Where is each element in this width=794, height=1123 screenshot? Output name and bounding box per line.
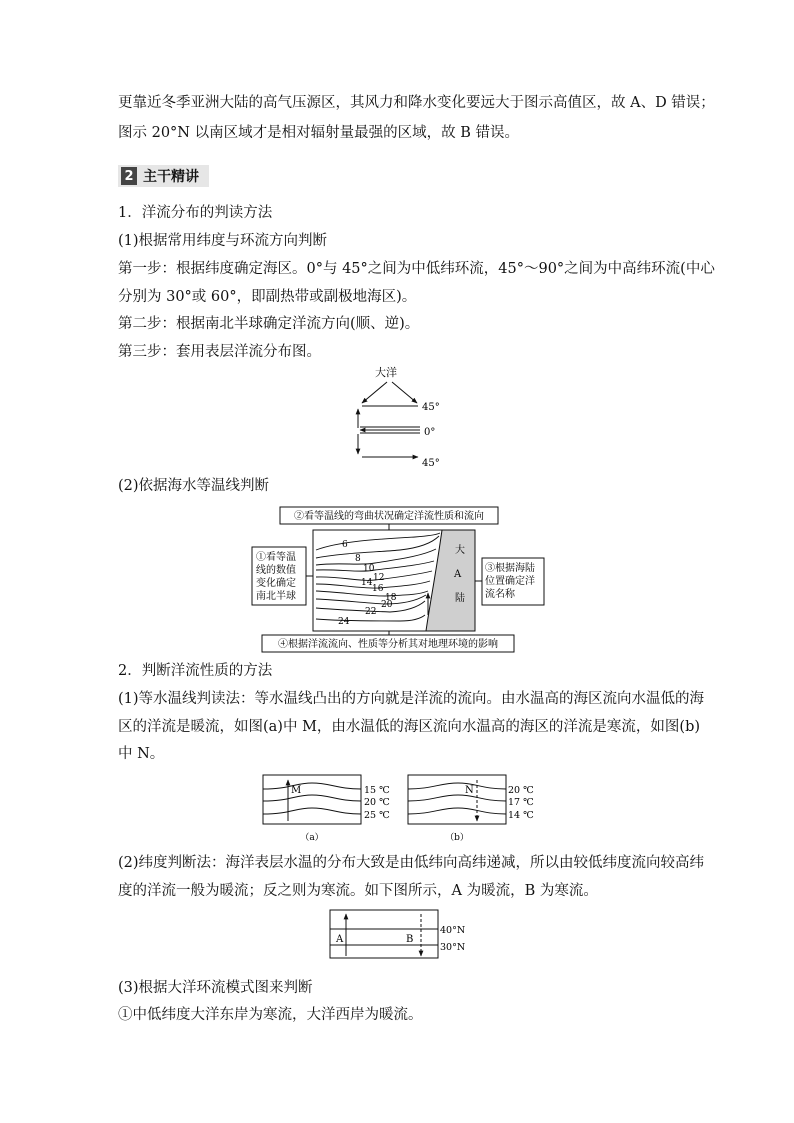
section-title: 主干精讲 bbox=[143, 169, 199, 185]
method-2-line-1: (2)纬度判断法：海洋表层水温的分布大致是由低纬向高纬递减，所以由较低纬度流向较高纬 bbox=[118, 855, 705, 871]
section-header bbox=[118, 165, 209, 187]
isotherm-comparison-figure bbox=[260, 773, 540, 843]
label-current-a: A bbox=[336, 934, 344, 945]
intro-line-1: 更靠近冬季亚洲大陆的高气压源区，其风力和降水变化要远大于图示高值区，故 A、D 错误； bbox=[118, 95, 715, 111]
lat-0: 0° bbox=[424, 427, 436, 438]
circulation-figure bbox=[340, 362, 460, 470]
temp-a-2: 20 ℃ bbox=[364, 797, 390, 808]
subheading-2: (2)依据海水等温线判断 bbox=[118, 478, 270, 494]
subheading-1: (1)根据常用纬度与环流方向判断 bbox=[118, 233, 328, 249]
lat-40n: 40°N bbox=[440, 925, 466, 936]
intro-line-2: 图示 20°N 以南区域才是相对辐射量最强的区域，故 B 错误。 bbox=[118, 125, 519, 141]
land-char-1: 大 bbox=[455, 545, 465, 556]
lat-30n: 30°N bbox=[440, 942, 466, 953]
method-2-line-2: 度的洋流一般为暖流；反之则为寒流。如下图所示，A 为暖流，B 为寒流。 bbox=[118, 883, 598, 899]
isotherm-14: 14 bbox=[361, 578, 373, 588]
box-left-line-4: 南北半球 bbox=[256, 591, 296, 602]
temp-b-2: 17 ℃ bbox=[508, 797, 534, 808]
isotherm-12: 12 bbox=[373, 573, 385, 583]
method-3-rule-1: ①中低纬度大洋东岸为寒流，大洋西岸为暖流。 bbox=[118, 1007, 423, 1023]
temp-a-1: 15 ℃ bbox=[364, 785, 390, 796]
label-m: M bbox=[291, 785, 302, 796]
isotherm-20: 20 bbox=[381, 600, 393, 610]
isotherm-16: 16 bbox=[372, 584, 384, 594]
step-1-a: 第一步：根据纬度确定海区。0°与 45°之间为中低纬环流，45°～90°之间为中高纬环流(中心 bbox=[118, 261, 715, 277]
method-1-line-1: (1)等水温线判读法：等水温线凸出的方向就是洋流的流向。由水温高的海区流向水温低的海 bbox=[118, 691, 705, 707]
land-char-2: 陆 bbox=[455, 593, 465, 604]
caption-a: （a） bbox=[300, 833, 324, 843]
box-right-line-3: 流名称 bbox=[485, 589, 515, 600]
isotherm-10: 10 bbox=[363, 564, 375, 574]
box-top-text: ②看等温线的弯曲状况确定洋流性质和流向 bbox=[294, 511, 484, 522]
isotherm-6: 6 bbox=[342, 540, 348, 550]
method-3-heading: (3)根据大洋环流模式图来判断 bbox=[118, 980, 313, 996]
temp-b-3: 14 ℃ bbox=[508, 810, 534, 821]
isotherm-22: 22 bbox=[365, 607, 377, 617]
step-3: 第三步：套用表层洋流分布图。 bbox=[118, 344, 321, 360]
temp-b-1: 20 ℃ bbox=[508, 785, 534, 796]
step-1-b: 分别为 30°或 60°，即副热带或副极地海区)。 bbox=[118, 289, 417, 305]
lat-45-bottom: 45° bbox=[422, 458, 440, 469]
heading-1: 1．洋流分布的判读方法 bbox=[118, 205, 273, 221]
label-n: N bbox=[465, 785, 474, 796]
ocean-label: 大洋 bbox=[375, 366, 397, 379]
temp-a-3: 25 ℃ bbox=[364, 810, 390, 821]
method-1-line-2: 区的洋流是暖流，如图(a)中 M，由水温低的海区流向水温高的海区的洋流是寒流，如图(b) bbox=[118, 719, 701, 735]
section-number: 2 bbox=[121, 167, 137, 185]
caption-b: （b） bbox=[445, 833, 469, 843]
isotherm-24: 24 bbox=[338, 617, 350, 627]
box-right-line-2: 位置确定洋 bbox=[485, 576, 535, 587]
heading-2: 2．判断洋流性质的方法 bbox=[118, 663, 273, 679]
box-right-line-1: ③根据海陆 bbox=[485, 563, 535, 574]
lat-45-top: 45° bbox=[422, 402, 440, 413]
isotherm-18: 18 bbox=[385, 593, 397, 603]
latitude-figure bbox=[328, 908, 478, 966]
land-char-a: A bbox=[454, 569, 462, 580]
box-left-line-1: ①看等温 bbox=[256, 552, 296, 563]
isotherm-8: 8 bbox=[355, 554, 361, 564]
box-left-line-3: 变化确定 bbox=[256, 578, 296, 589]
isotherm-diagram bbox=[250, 503, 546, 653]
step-2: 第二步：根据南北半球确定洋流方向(顺、逆)。 bbox=[118, 316, 420, 332]
label-current-b: B bbox=[406, 934, 414, 945]
box-bottom-text: ④根据洋流流向、性质等分析其对地理环境的影响 bbox=[278, 639, 498, 650]
method-1-line-3: 中 N。 bbox=[118, 746, 165, 762]
box-left-line-2: 线的数值 bbox=[256, 565, 296, 576]
